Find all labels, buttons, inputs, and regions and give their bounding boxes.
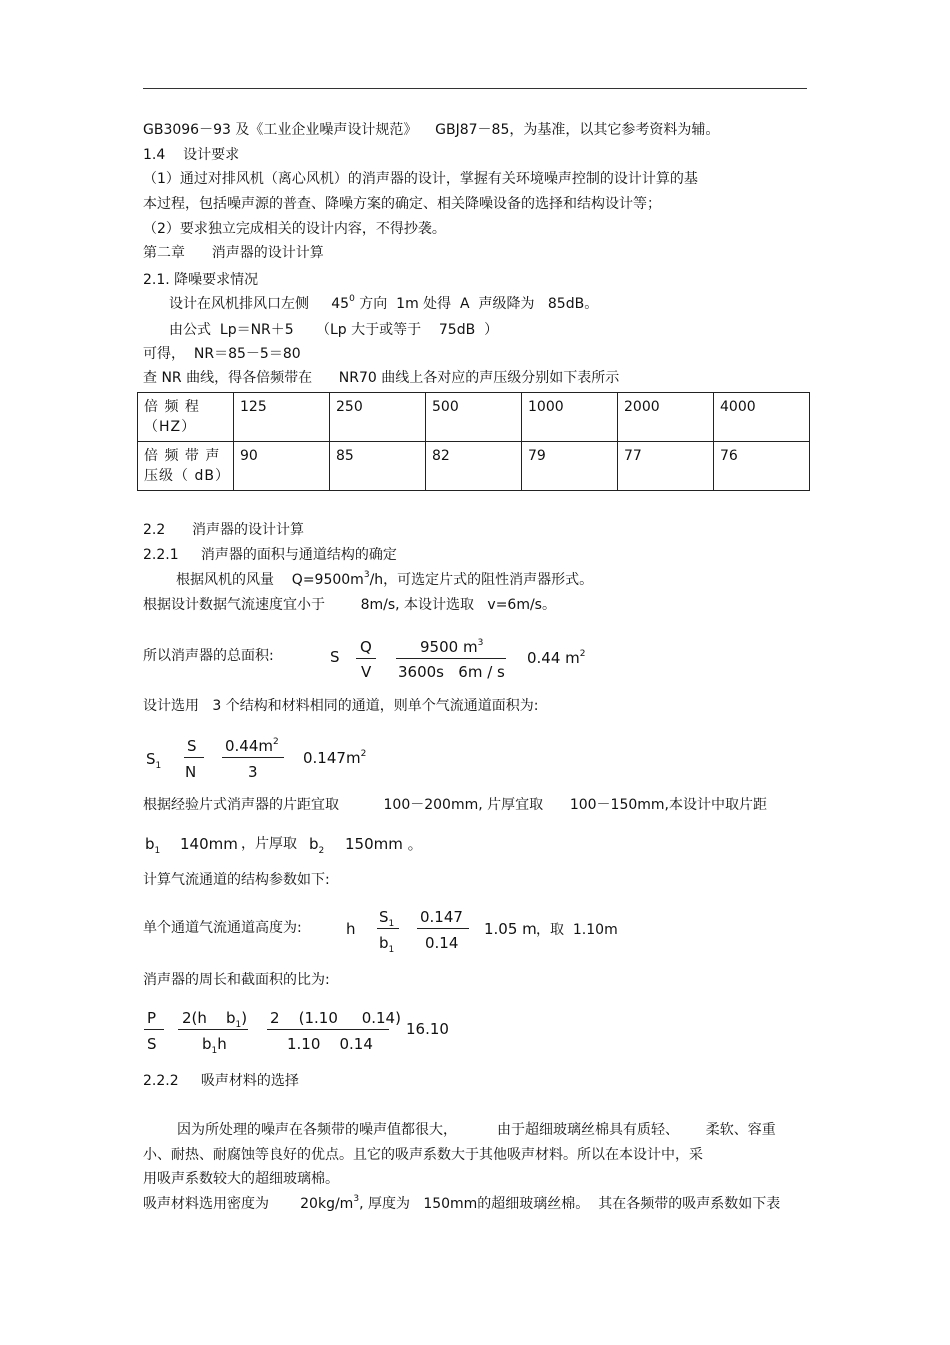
formula5-num1: 2(h b [182, 1009, 236, 1027]
formula2-lhs-sub: 1 [155, 761, 162, 771]
formula4-result: 1.05 m [484, 920, 537, 938]
text-line-spacing-thickness: 根据经验片式消声器的片距宜取 100－200mm, 片厚宜取 100－150mm,本设计中取片距 [143, 797, 767, 813]
section-heading-2-2: 2.2 消声器的设计计算 [143, 522, 304, 538]
degree-superscript: 0 [349, 294, 355, 304]
formula4-num2: 0.147 [420, 908, 463, 926]
text-line-standards: GB3096－93 及《工业企业噪声设计规范》 GBJ87－85，为基准，以其它参考资料为辅。 [143, 122, 720, 138]
text-line-velocity: 根据设计数据气流速度宜小于 8m/s, 本设计选取 v=6m/s。 [143, 597, 556, 613]
table-cell: 4000 [714, 393, 810, 442]
airflow-a: 根据风机的风量 Q=9500m [176, 572, 364, 588]
airflow-b: /h，可选定片式的阻性消声器形式。 [369, 572, 594, 588]
table-row-level [138, 442, 810, 491]
formula5-den1-sub: 1 [211, 1046, 218, 1056]
table-cell: 250 [330, 393, 426, 442]
formula5-num1-sub: 1 [235, 1020, 242, 1030]
table-header-level: 倍 频 带 声 压级（ dB） [138, 442, 234, 491]
cubic-superscript: 3 [363, 570, 370, 580]
requirement-2: （2）要求独立完成相关的设计内容，不得抄袭。 [143, 221, 446, 237]
text-line-nr-result: 可得， NR＝85－5＝80 [143, 346, 301, 362]
formula4-take-value: ，取 1.10m [536, 922, 618, 938]
formula2-lhs: S [146, 750, 156, 768]
paragraph-line-4 [143, 1196, 780, 1214]
formula2-fraction-bar1 [184, 757, 204, 758]
text-line-structure-params: 计算气流通道的结构参数如下: [143, 872, 330, 888]
formula1-den2: 3600s 6m / s [398, 663, 505, 681]
formula2-result-wrap [303, 749, 366, 770]
table-cell: 1000 [522, 393, 618, 442]
requirement-1-line2: 本过程，包括噪声源的普查、降噪方案的确定、相关降噪设备的选择和结构设计等； [143, 196, 661, 212]
section-heading-2-2-1: 2.2.1 消声器的面积与通道结构的确定 [143, 547, 397, 563]
formula5-den2: 1.10 0.14 [287, 1035, 373, 1053]
table-cell: 85 [330, 442, 426, 491]
design-position-a: 设计在风机排风口左侧 45 [169, 296, 350, 312]
formula1-den1: V [361, 663, 372, 681]
formula2-result-sup: 2 [360, 749, 367, 759]
formula3-b1-value: 140mm [180, 835, 238, 853]
paragraph-line-1: 因为所处理的噪声在各频带的噪声值都很大， 由于超细玻璃丝棉具有质轻、 柔软、容重 [177, 1122, 776, 1138]
formula4-lhs: h [346, 920, 356, 938]
formula1-fraction-bar1 [356, 658, 376, 659]
formula1-lhs: S [330, 648, 340, 666]
formula4-den2: 0.14 [425, 934, 459, 952]
section-heading-1-4: 1.4 设计要求 [143, 147, 240, 163]
formula5-lhs-den: S [147, 1035, 157, 1053]
paragraph-line-2: 小、耐热、耐腐蚀等良好的优点。且它的吸声系数大于其他吸声材料。所以在本设计中，采 [143, 1147, 703, 1163]
formula3-b2: b [309, 835, 319, 853]
density-a: 吸声材料选用密度为 20kg/m [143, 1196, 354, 1212]
formula2-fraction-bar2 [222, 757, 284, 758]
formula5-num2: 2 (1.10 0.14) [270, 1009, 401, 1027]
formula1-num1: Q [360, 638, 372, 656]
paragraph-line-3: 用吸声系数较大的超细玻璃棉。 [143, 1171, 339, 1187]
density-superscript: 3 [353, 1194, 360, 1204]
density-b: , 厚度为 150mm的超细玻璃丝棉。 其在各频带的吸声系数如下表 [359, 1196, 781, 1212]
table-cell: 82 [426, 442, 522, 491]
formula4-den1-wrap [379, 934, 394, 955]
text-line-design-position [169, 296, 598, 314]
formula4-num1-sub: 1 [388, 919, 395, 929]
text-line-airflow [176, 572, 593, 590]
section-heading-2-1: 2.1. 降噪要求情况 [143, 272, 259, 288]
formula5-den1-end: h [217, 1035, 227, 1053]
formula3-b2-wrap [309, 835, 324, 856]
formula1-fraction-bar2 [396, 658, 506, 659]
text-total-area-label: 所以消声器的总面积: [143, 648, 274, 664]
table-cell: 79 [522, 442, 618, 491]
formula1-result-wrap [527, 649, 586, 670]
formula1-result: 0.44 m [527, 649, 580, 667]
formula1-num2-wrap [420, 638, 483, 659]
text-line-channels: 设计选用 3 个结构和材料相同的通道，则单个气流通道面积为: [143, 698, 539, 714]
formula3-b2-sub: 2 [318, 846, 325, 856]
text-channel-height-label: 单个通道气流通道高度为: [143, 920, 302, 936]
formula5-fraction-bar1 [178, 1029, 248, 1030]
formula1-num2-sup: 3 [477, 638, 484, 648]
octave-band-table [137, 392, 810, 491]
table-cell: 125 [234, 393, 330, 442]
formula3-b1-sub: 1 [154, 846, 161, 856]
table-header-frequency: 倍 频 程（HZ） [138, 393, 234, 442]
text-line-perimeter-ratio: 消声器的周长和截面积的比为: [143, 972, 330, 988]
table-cell: 2000 [618, 393, 714, 442]
design-position-b: 方向 1m 处得 A 声级降为 85dB。 [354, 296, 599, 312]
formula2-den2: 3 [248, 763, 258, 781]
text-line-table-intro: 查 NR 曲线，得各倍频带在 NR70 曲线上各对应的声压级分别如下表所示 [143, 370, 620, 386]
formula4-num1-wrap [379, 908, 394, 929]
header-rule [143, 88, 807, 89]
formula2-den1: N [185, 763, 197, 781]
formula1-result-sup: 2 [579, 649, 586, 659]
formula2-result: 0.147m [303, 749, 361, 767]
formula3-b1: b [145, 835, 155, 853]
table-cell: 77 [618, 442, 714, 491]
formula3-connector: ，片厚取 [241, 836, 297, 852]
formula2-num2-sup: 2 [273, 737, 279, 747]
table-row-frequency [138, 393, 810, 442]
table-cell: 76 [714, 442, 810, 491]
formula5-lhs-num: P [147, 1009, 157, 1027]
formula4-den1: b [379, 934, 389, 952]
table-cell: 90 [234, 442, 330, 491]
formula2-num2-wrap [225, 737, 279, 758]
formula5-fraction-bar2 [267, 1029, 389, 1030]
formula5-num1-wrap [182, 1009, 247, 1030]
formula4-fraction-bar1 [377, 928, 399, 929]
formula5-den1: b [202, 1035, 212, 1053]
formula5-den1-wrap [202, 1035, 227, 1056]
formula5-fraction-bar0 [144, 1029, 164, 1030]
formula3-b2-value: 150mm 。 [345, 835, 423, 853]
formula2-lhs-wrap [146, 750, 161, 771]
formula5-result: 16.10 [406, 1020, 449, 1038]
formula2-num1: S [187, 737, 197, 755]
formula1-num2: 9500 m [420, 638, 478, 656]
formula4-fraction-bar2 [417, 928, 469, 929]
formula4-den1-sub: 1 [388, 945, 395, 955]
chapter-heading-2: 第二章 消声器的设计计算 [143, 245, 324, 261]
table-cell: 500 [426, 393, 522, 442]
formula3-b1-wrap [145, 835, 160, 856]
requirement-1-line1: （1）通过对排风机（离心风机）的消声器的设计，掌握有关环境噪声控制的设计计算的基 [143, 171, 698, 187]
formula2-num2: 0.44m [225, 737, 274, 755]
text-line-formula-lp: 由公式 Lp＝NR＋5 （Lp 大于或等于 75dB ） [169, 322, 499, 338]
section-heading-2-2-2: 2.2.2 吸声材料的选择 [143, 1073, 299, 1089]
formula4-num1: S [379, 908, 389, 926]
formula5-num1-end: ) [241, 1009, 248, 1027]
